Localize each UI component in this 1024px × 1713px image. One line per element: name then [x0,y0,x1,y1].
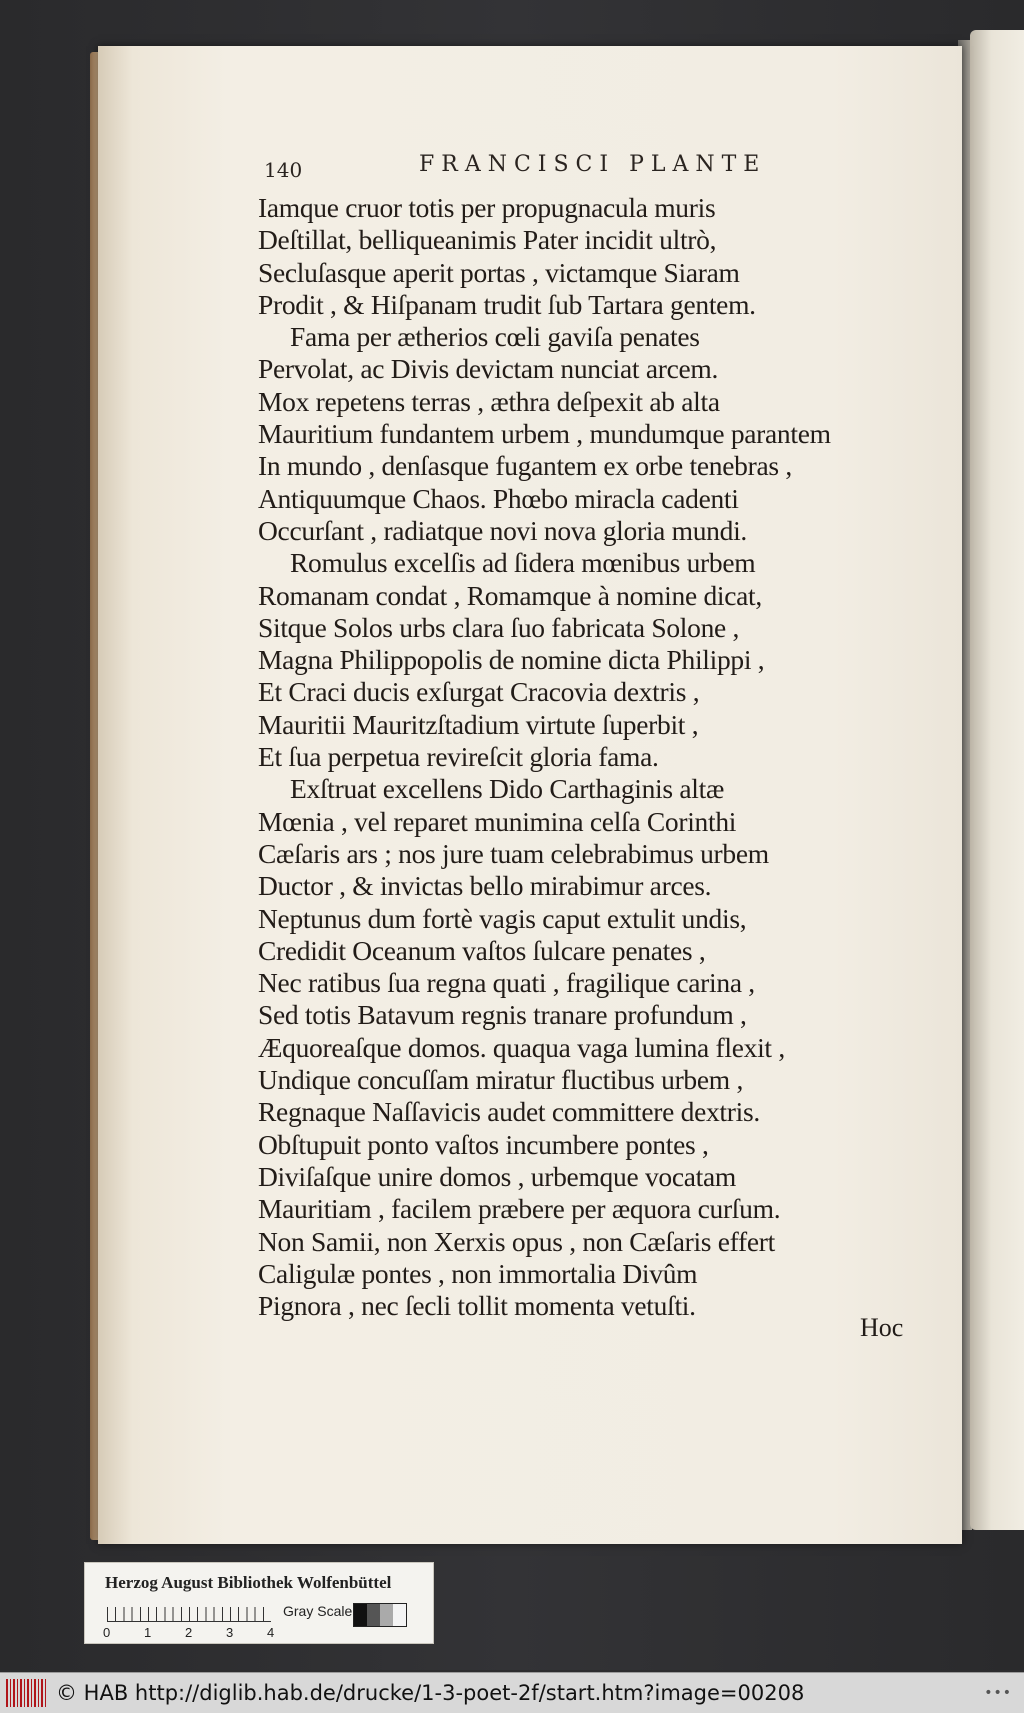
facing-page [970,30,1024,1530]
gray-scale-label: Gray Scale [283,1603,353,1619]
library-name: Herzog August Bibliothek Wolfenbüttel [105,1573,392,1592]
verse-line: Exſtruat excellens Dido Carthaginis altæ [290,773,725,805]
verse-line: Æquoreaſque domos. quaqua vaga lumina flexit , [258,1031,785,1063]
verse-line: Mœnia , vel reparet munimina celſa Corinthi [258,805,737,837]
running-head [264,152,784,182]
verse-line: Iamque cruor totis per propugnacula muris [258,192,716,223]
verse-line: Credidit Oceanum vaſtos ſulcare penates , [258,934,706,966]
verse-line: Regnaque Naſſavicis audet committere dextris. [258,1096,760,1128]
color-reference-card [84,1562,434,1644]
verse-line: Diviſaſque unire domos , urbemque vocatam [258,1160,736,1192]
verse-line: Mauritium fundantem urbem , mundumque parantem [258,418,831,450]
page-number: 140 [264,158,303,182]
verse-line: Non Samii, non Xerxis opus , non Cæſaris effert [258,1225,776,1257]
verse-line: Obſtupuit ponto vaſtos incumbere pontes , [258,1128,709,1160]
verse-line: Pervolat, ac Divis devictam nunciat arcem. [258,353,719,385]
verse-line: Mauritii Mauritzſtadium virtute ſuperbit , [258,708,699,740]
verse-line: Ductor , & invictas bello mirabimur arces. [258,870,712,902]
verse-line: Caligulæ pontes , non immortalia Divûm [258,1257,698,1289]
verse-line: Et Craci ducis exſurgat Cracovia dextris , [258,676,700,708]
copyright-url[interactable]: © HAB http://diglib.hab.de/drucke/1-3-poet-2f/start.htm?image=00208 [56,1681,805,1705]
verse-line: Romanam condat , Romamque à nomine dicat, [258,579,762,611]
gray-swatch-cell [354,1604,367,1626]
scale-ruler [107,1599,271,1622]
gray-swatch-cell [380,1604,393,1626]
verse-line: Undique concuſſam miratur fluctibus urbem , [258,1064,744,1096]
verse-line: Nec ratibus ſua regna quati , fragilique carina , [258,967,755,999]
verse-line: Cæſaris ars ; nos jure tuam celebrabimus urbem [258,837,769,869]
gray-swatch-cell [393,1604,406,1626]
verse-line: Antiquumque Chaos. Phœbo miracla cadenti [258,482,739,514]
status-bar [0,1672,1024,1713]
ruler-label: 0 [103,1625,111,1640]
gray-swatch-cell [367,1604,380,1626]
verse-line: Mox repetens terras , æthra deſpexit ab alta [258,385,720,417]
verse-line: Prodit , & Hiſpanam trudit ſub Tartara gentem. [258,288,756,320]
verse-line: Romulus excelſis ad ſidera mœnibus urbem [290,547,756,579]
verse-line: Mauritiam , facilem præbere per æquora curſum. [258,1193,781,1225]
verse-line: Pignora , nec ſecli tollit momenta vetuſti. [258,1290,696,1322]
verse-line: Neptunus dum fortè vagis caput extulit undis, [258,902,747,934]
verse-text [258,192,948,1322]
ruler-label: 4 [267,1625,275,1640]
verse-line: Sitque Solos urbs clara ſuo fabricata Solone , [258,611,740,643]
more-icon[interactable]: ••• [984,1685,1012,1701]
verse-line: Secluſasque aperit portas , victamque Siaram [258,256,740,288]
ruler-label: 2 [185,1625,193,1640]
verse-line: Sed totis Batavum regnis tranare profundum , [258,999,747,1031]
verse-line: Fama per ætherios cœli gaviſa penates [290,321,700,353]
verse-line: Deſtillat, belliqueanimis Pater incidit ultrò, [258,224,717,256]
verse-line: Magna Philippopolis de nomine dicta Philippi , [258,644,765,676]
verse-line: Occurſant , radiatque novi nova gloria mundi. [258,514,747,546]
catchword: Hoc [860,1313,904,1342]
running-head-title: FRANCISCI PLANTE [419,152,767,177]
ruler-label: 3 [226,1625,234,1640]
gray-scale-swatch [353,1603,407,1627]
barcode-icon [6,1679,46,1707]
verse-line: Et ſua perpetua revireſcit gloria fama. [258,741,659,773]
verse-line: In mundo , denſasque fugantem ex orbe tenebras , [258,450,792,482]
ruler-label: 1 [144,1625,152,1640]
